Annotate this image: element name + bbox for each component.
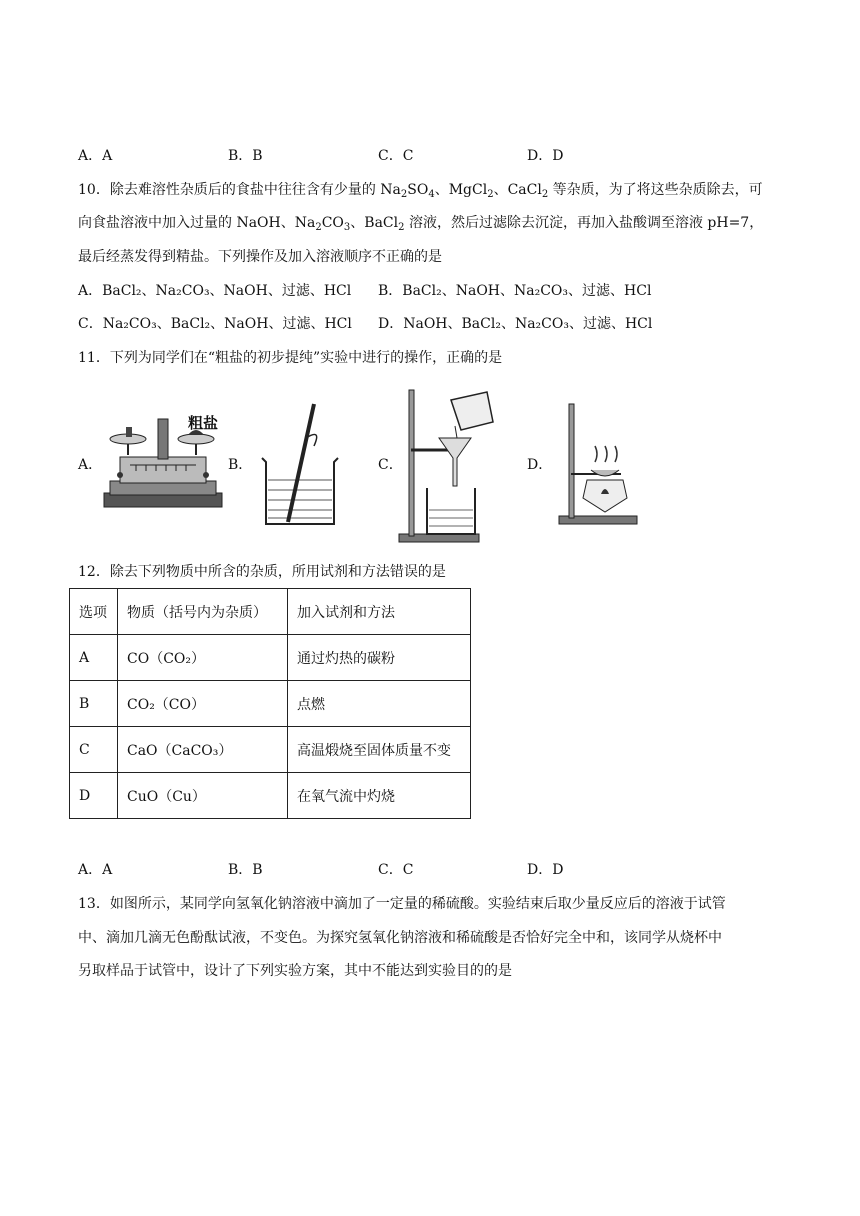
q9-option-b: B．B [228, 148, 263, 164]
beaker-stirring-figure [258, 400, 348, 528]
q11-label-d: D． [527, 457, 553, 473]
row-method: 点燃 [288, 681, 471, 727]
row-substance: CO（CO₂） [118, 635, 288, 681]
row-option: A [70, 635, 118, 681]
q10-option-d: D．NaOH、BaCl₂、Na₂CO₃、过滤、HCl [378, 316, 653, 332]
q12-option-d: D．D [527, 862, 564, 878]
q12-option-a: A．A [78, 862, 113, 878]
q11-label-a: A． [78, 457, 103, 473]
q13-stem-line-3: 另取样品于试管中，设计了下列实验方案，其中不能达到实验目的的是 [78, 963, 512, 979]
row-option: B [70, 681, 118, 727]
row-method: 通过灼热的碳粉 [288, 635, 471, 681]
evaporation-setup-figure [555, 400, 645, 526]
crude-salt-label: 粗盐 [188, 414, 219, 432]
table-row [70, 727, 471, 773]
row-substance: CO₂（CO） [118, 681, 288, 727]
q13-stem-line-1: 13．如图所示，某同学向氢氧化钠溶液中滴加了一定量的稀硫酸。实验结束后取少量反应后的溶液于试管 [78, 896, 726, 912]
q10-option-a: A．BaCl₂、Na₂CO₃、NaOH、过滤、HCl [78, 283, 352, 299]
q12-table [69, 588, 471, 819]
table-row [70, 681, 471, 727]
q12-stem: 12．除去下列物质中所含的杂质，所用试剂和方法错误的是 [78, 564, 446, 580]
row-substance: CuO（Cu） [118, 773, 288, 819]
q12-option-c: C．C [378, 862, 414, 878]
q10-stem-line-2: 向食盐溶液中加入过量的 NaOH、$Na_2CO_3$、BaCl$_2$ 溶液，然后过滤除去沉淀，再加入盐酸调至溶液 pH=7， [78, 215, 764, 233]
header-option: 选项 [70, 589, 118, 635]
table-row [70, 773, 471, 819]
row-option: C [70, 727, 118, 773]
row-method: 高温煅烧至固体质量不变 [288, 727, 471, 773]
q9-option-d: D．D [527, 148, 564, 164]
row-method: 在氧气流中灼烧 [288, 773, 471, 819]
q11-label-c: C． [378, 457, 403, 473]
q12-option-b: B．B [228, 862, 263, 878]
q9-option-a: A．A [78, 148, 113, 164]
q13-stem-line-2: 中、滴加几滴无色酚酞试液，不变色。为探究氢氧化钠溶液和稀硫酸是否恰好完全中和，该同学从烧杯中 [78, 930, 722, 946]
q10-option-b: B．BaCl₂、NaOH、Na₂CO₃、过滤、HCl [378, 283, 652, 299]
row-option: D [70, 773, 118, 819]
q9-option-c: C．C [378, 148, 414, 164]
row-substance: CaO（CaCO₃） [118, 727, 288, 773]
filtration-setup-figure [395, 386, 505, 544]
q10-option-c: C．Na₂CO₃、BaCl₂、NaOH、过滤、HCl [78, 316, 352, 332]
q10-stem-line-3: 最后经蒸发得到精盐。下列操作及加入溶液顺序不正确的是 [78, 249, 442, 265]
header-substance: 物质（括号内为杂质） [118, 589, 288, 635]
table-row [70, 635, 471, 681]
q11-label-b: B． [228, 457, 253, 473]
table-header-row [70, 589, 471, 635]
header-method: 加入试剂和方法 [288, 589, 471, 635]
q11-stem: 11．下列为同学们在“粗盐的初步提纯”实验中进行的操作，正确的是 [78, 350, 503, 366]
q10-stem-line-1: 10．除去难溶性杂质后的食盐中往往含有少量的 $Na_2SO_4$、MgCl$_2$、CaCl$_2$ 等杂质，为了将这些杂质除去，可 [78, 182, 763, 200]
